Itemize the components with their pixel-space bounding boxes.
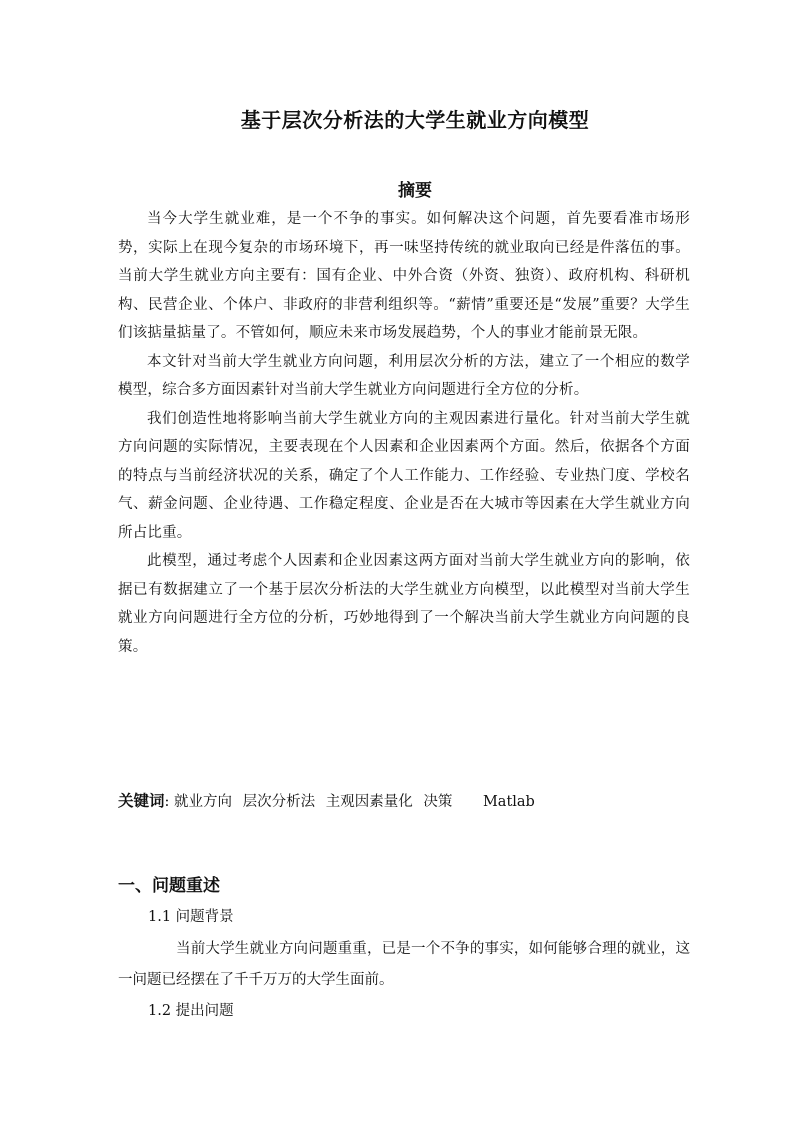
keyword: 决策 [423,794,453,810]
keyword: 层次分析法 [242,794,316,810]
keywords-label: 关键词 [118,792,165,810]
abstract-paragraph: 我们创造性地将影响当前大学生就业方向的主观因素进行量化。针对当前大学生就方向问题的实际情况，主要表现在个人因素和企业因素两个方面。然后，依据各个方面的特点与当前经济状况的关系，确定了个人工作能力、工作经验、专业热门度、学校名气、薪金问题、企业待遇、工作稳定程度、企业是否在大城市等因素在大学生就业方向所占比重。 [118,410,690,541]
keyword: Matlab [482,794,535,810]
subsection-heading: 1.2 提出问题 [148,1003,234,1019]
keyword: 主观因素量化 [325,794,413,810]
paper-title: 基于层次分析法的大学生就业方向模型 [240,108,590,132]
abstract-paragraph: 本文针对当前大学生就业方向问题，利用层次分析的方法，建立了一个相应的数学模型，综合多方面因素针对当前大学生就业方向问题进行全方位的分析。 [118,353,690,398]
keyword: 就业方向 [174,794,233,810]
abstract-heading: 摘要 [398,181,432,201]
abstract-paragraph: 此模型，通过考虑个人因素和企业因素这两方面对当前大学生就业方向的影响，依据已有数据建立了一个基于层次分析法的大学生就业方向模型，以此模型对当前大学生就业方向问题进行全方位的分析，巧妙地得到了一个解决当前大学生就业方向问题的良策。 [118,553,690,655]
section-paragraph: 当前大学生就业方向问题重重，已是一个不争的事实，如何能够合理的就业，这一问题已经摆在了千千万万的大学生面前。 [118,941,690,988]
keywords-line [118,788,535,815]
abstract-paragraph: 当今大学生就业难，是一个不争的事实。如何解决这个问题，首先要看准市场形势，实际上在现今复杂的市场环境下，再一味坚持传统的就业取向已经是件落伍的事。当前大学生就业方向主要有：国有企业、中外合资（外资、独资）、政府机构、科研机构、民营企业、个体户、非政府的非营利组织等。“薪情”重要还是“发展”重要？大学生们该掂量掂量了。不管如何，顺应未来市场发展趋势，个人的事业才能前景无限。 [118,211,690,341]
abstract-body [118,205,690,661]
section-heading: 一、问题重述 [118,876,220,896]
section-body [118,934,690,996]
subsection-heading: 1.1 问题背景 [148,909,234,925]
keywords-separator: : [164,794,170,810]
